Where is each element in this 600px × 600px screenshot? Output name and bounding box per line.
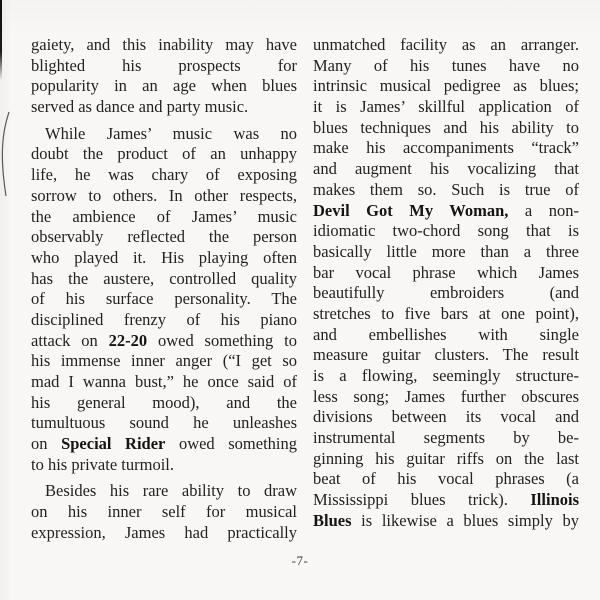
body-text: While James’ music was no (45, 123, 297, 143)
text-line (313, 221, 579, 242)
body-text: tumultuous sound he unleashes (31, 413, 297, 433)
body-text: served as dance and party music. (31, 97, 249, 117)
body-text: his immense inner anger (“I get so (31, 351, 297, 371)
text-line (31, 372, 297, 393)
text-line (313, 428, 579, 449)
body-text: bar vocal phrase which James (313, 262, 579, 282)
body-text: it is James’ skillful application of (313, 97, 579, 117)
song-title-text: Illinois (530, 490, 579, 510)
page-number: -7- (291, 553, 309, 568)
text-line (31, 35, 297, 56)
text-line (313, 283, 579, 304)
body-text: is a flowing, seemingly structure- (313, 366, 579, 385)
text-line (31, 393, 297, 414)
text-line (313, 387, 579, 408)
body-text: sorrow to others. In other respects, (31, 185, 297, 205)
body-text: expression, James had practically (31, 522, 297, 542)
body-text: on (31, 434, 62, 454)
text-line (31, 124, 297, 145)
text-line (31, 207, 297, 228)
body-text: unmatched facility as an arranger. (313, 35, 579, 54)
body-text: owed something to (147, 330, 297, 350)
body-text: and embellishes with single (313, 324, 579, 344)
text-line (313, 366, 579, 387)
body-text: measure guitar clusters. The result (313, 345, 579, 365)
text-line (31, 97, 297, 118)
body-text: who played it. His playing often (31, 247, 297, 267)
text-line (313, 97, 579, 118)
body-text: less song; James further obscures (313, 386, 579, 406)
text-line (313, 201, 579, 222)
text-line (31, 186, 297, 207)
text-line (31, 434, 297, 455)
body-text: blues techniques and his ability to (313, 117, 579, 137)
body-text: disciplined frenzy of his piano (31, 309, 297, 329)
text-line (313, 345, 579, 366)
body-text: idiomatic two-chord song that is (313, 221, 579, 241)
scan-artifact-edge (0, 0, 2, 80)
text-line (31, 310, 297, 331)
text-line (313, 490, 579, 511)
body-text: his general mood), and the (31, 392, 297, 412)
body-text: instrumental segments by be- (313, 428, 579, 448)
body-text: stretches to five bars at one point), (313, 303, 579, 323)
body-text: a non- (508, 200, 579, 220)
body-text: divisions between its vocal and (313, 407, 579, 427)
text-line (313, 138, 579, 159)
text-line (313, 118, 579, 139)
body-text: and augment his vocalizing that (313, 159, 579, 179)
body-text: owed something (165, 434, 297, 454)
text-line (31, 331, 297, 352)
text-line (313, 325, 579, 346)
body-text: makes them so. Such is true of (313, 179, 579, 199)
body-text: popularity in an age when blues (31, 76, 297, 96)
text-line (31, 269, 297, 290)
text-line (31, 165, 297, 186)
text-line (31, 502, 297, 523)
body-text: the ambience of James’ music (31, 206, 297, 226)
song-title-text: Blues (313, 510, 352, 530)
body-text: doubt the product of an unhappy (31, 144, 297, 164)
body-text: blighted his prospects for (31, 55, 297, 75)
body-text: beat of his vocal phrases (a (313, 469, 579, 489)
song-title-text: Special Rider (61, 434, 166, 454)
text-line (313, 76, 579, 97)
body-text: Many of his tunes have no (313, 55, 579, 75)
text-line (313, 511, 579, 532)
text-line (313, 304, 579, 325)
text-column-right (313, 35, 579, 532)
text-line (31, 56, 297, 77)
body-text: mad I wanna bust,” he once said of (31, 372, 297, 391)
text-line (31, 289, 297, 310)
text-line (313, 159, 579, 180)
body-text: to his private turmoil. (31, 454, 174, 474)
body-text: Mississippi blues trick). (313, 490, 531, 510)
text-line (313, 263, 579, 284)
body-text: is likewise a blues simply by (351, 510, 579, 530)
song-title-text: Devil Got My Woman, (313, 200, 509, 220)
text-line (313, 56, 579, 77)
scan-artifact-hair-mark (0, 108, 12, 200)
text-line (313, 180, 579, 201)
text-line (31, 523, 297, 544)
body-text: intrinsic musical pedigree as blues; (313, 76, 579, 96)
body-text: basically little more than a three (313, 241, 579, 261)
song-title-text: 22-20 (108, 330, 148, 350)
text-line (31, 413, 297, 434)
body-text: observably reflected the person (31, 227, 297, 247)
body-text: beautifully embroiders (and (313, 283, 579, 303)
body-text: Besides his rare ability to draw (45, 481, 297, 501)
text-column-left (31, 35, 297, 544)
text-line (31, 455, 297, 476)
text-line (31, 76, 297, 97)
text-line (313, 35, 579, 56)
body-text: make his accompaniments “track” (313, 138, 579, 158)
body-text: gaiety, and this inability may have (31, 35, 297, 54)
body-text: has the austere, controlled quality (31, 268, 297, 288)
body-text: of his surface personality. The (31, 289, 297, 309)
text-line (313, 449, 579, 470)
body-text: attack on (31, 330, 109, 350)
text-line (313, 407, 579, 428)
text-line (31, 227, 297, 248)
body-text: life, he was chary of exposing (31, 165, 297, 185)
text-line (313, 469, 579, 490)
text-line (31, 144, 297, 165)
body-text: on his inner self for musical (31, 502, 297, 522)
text-line (31, 248, 297, 269)
text-line (31, 481, 297, 502)
text-line (313, 242, 579, 263)
body-text: ginning his guitar riffs on the last (313, 448, 579, 468)
text-line (31, 351, 297, 372)
